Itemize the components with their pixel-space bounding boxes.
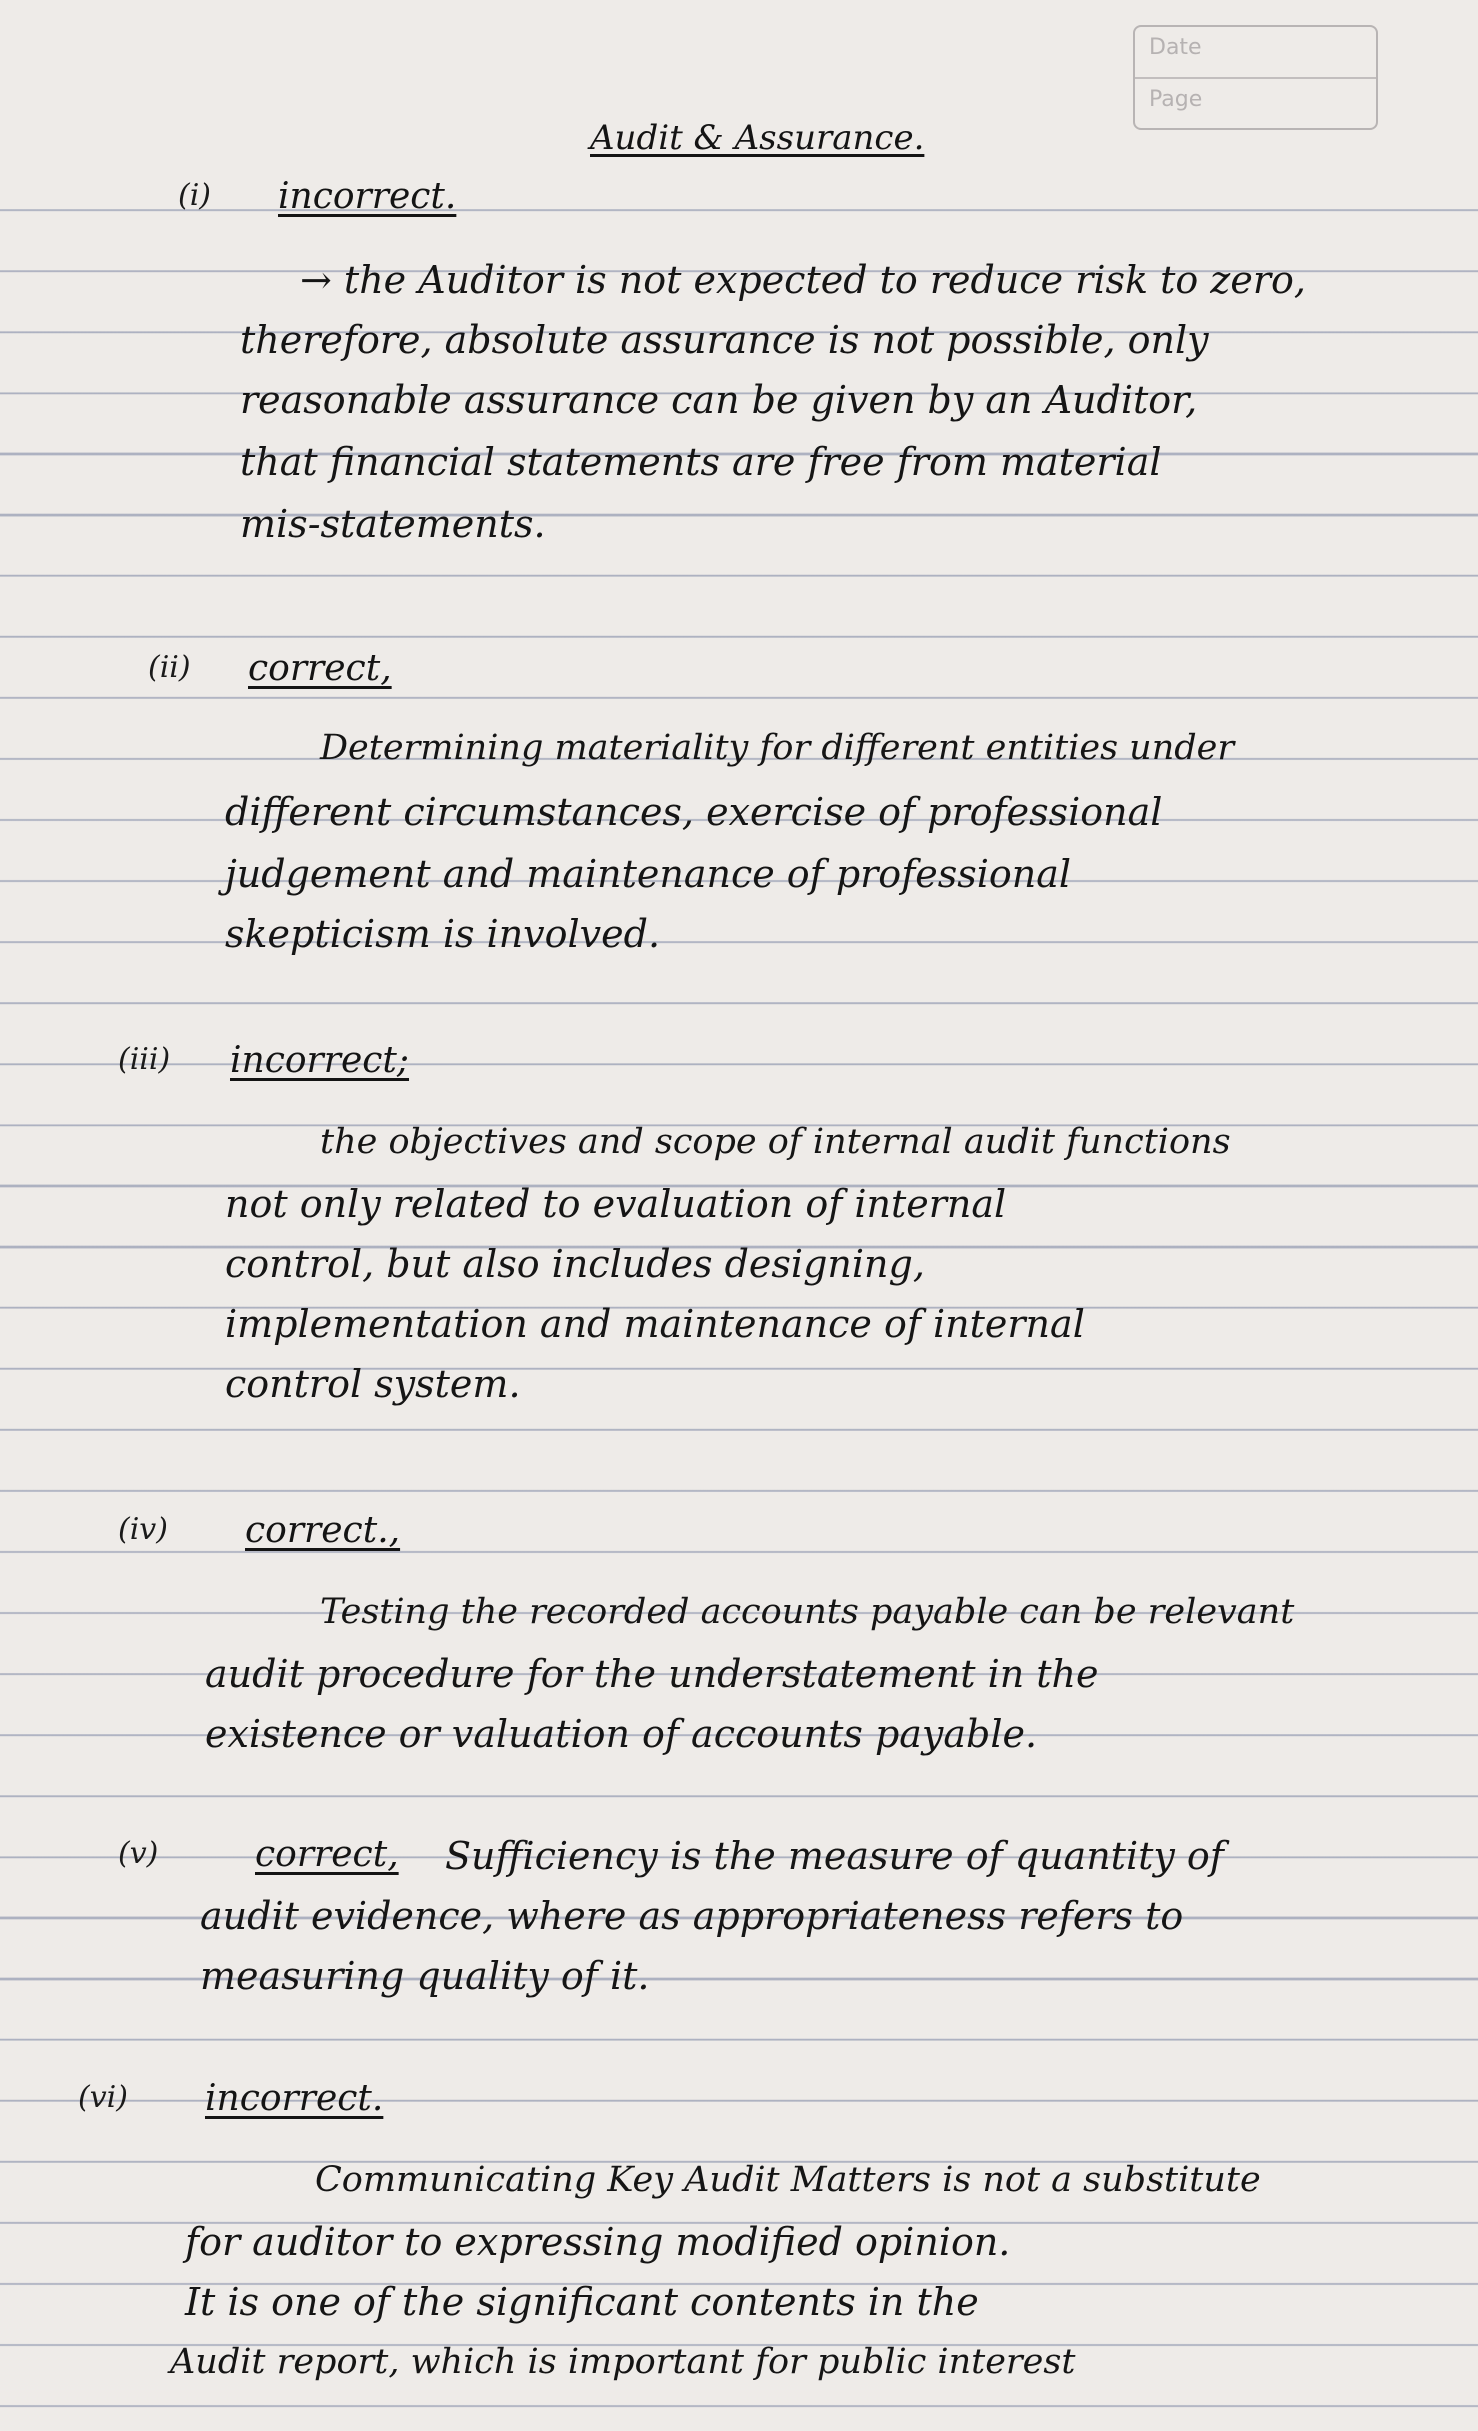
answer-line: Testing the recorded accounts payable can be relevant xyxy=(320,1592,1295,1632)
answer-line: different circumstances, exercise of professional xyxy=(225,790,1163,834)
item-number: (ii) xyxy=(148,650,191,685)
answer-line: measuring quality of it. xyxy=(200,1954,650,1998)
date-label: Date xyxy=(1149,35,1202,60)
item-status: incorrect. xyxy=(205,2078,384,2119)
answer-line: Sufficiency is the measure of quantity of xyxy=(445,1834,1224,1878)
date-page-box xyxy=(1133,25,1378,130)
answer-line: judgement and maintenance of professional xyxy=(225,852,1072,896)
date-box-divider xyxy=(1135,77,1376,79)
item-number: (i) xyxy=(178,178,212,213)
page-title: Audit & Assurance. xyxy=(590,118,925,158)
answer-line: that financial statements are free from material xyxy=(240,440,1162,484)
item-number: (vi) xyxy=(78,2080,128,2115)
answer-line: existence or valuation of accounts payable. xyxy=(205,1712,1038,1756)
answer-line: therefore, absolute assurance is not possible, only xyxy=(240,318,1209,362)
answer-line: implementation and maintenance of internal xyxy=(225,1302,1085,1346)
answer-line: Determining materiality for different entities under xyxy=(320,728,1235,768)
answer-line: mis-statements. xyxy=(240,502,546,546)
answer-line: control system. xyxy=(225,1362,521,1406)
answer-line: → the Auditor is not expected to reduce risk to zero, xyxy=(300,258,1306,302)
answer-line: audit evidence, where as appropriateness refers to xyxy=(200,1894,1184,1938)
answer-line: skepticism is involved. xyxy=(225,912,661,956)
item-status: correct., xyxy=(245,1510,401,1551)
answer-line: It is one of the significant contents in the xyxy=(185,2280,979,2324)
page-label: Page xyxy=(1149,87,1203,112)
item-number: (iv) xyxy=(118,1512,168,1547)
item-number: (v) xyxy=(118,1836,159,1871)
item-status: incorrect; xyxy=(230,1040,410,1081)
item-status: correct, xyxy=(248,648,392,689)
answer-line: not only related to evaluation of internal xyxy=(225,1182,1007,1226)
answer-line: control, but also includes designing, xyxy=(225,1242,925,1286)
item-number: (iii) xyxy=(118,1042,171,1077)
answer-line: reasonable assurance can be given by an Auditor, xyxy=(240,378,1198,422)
answer-line: the objectives and scope of internal audit functions xyxy=(320,1122,1231,1162)
item-status: incorrect. xyxy=(278,176,457,217)
answer-line: for auditor to expressing modified opinion. xyxy=(185,2220,1011,2264)
answer-line: Communicating Key Audit Matters is not a substitute xyxy=(315,2160,1261,2200)
answer-line: audit procedure for the understatement in the xyxy=(205,1652,1099,1696)
answer-line: Audit report, which is important for public interest xyxy=(170,2342,1076,2382)
item-status: correct, xyxy=(255,1834,399,1875)
